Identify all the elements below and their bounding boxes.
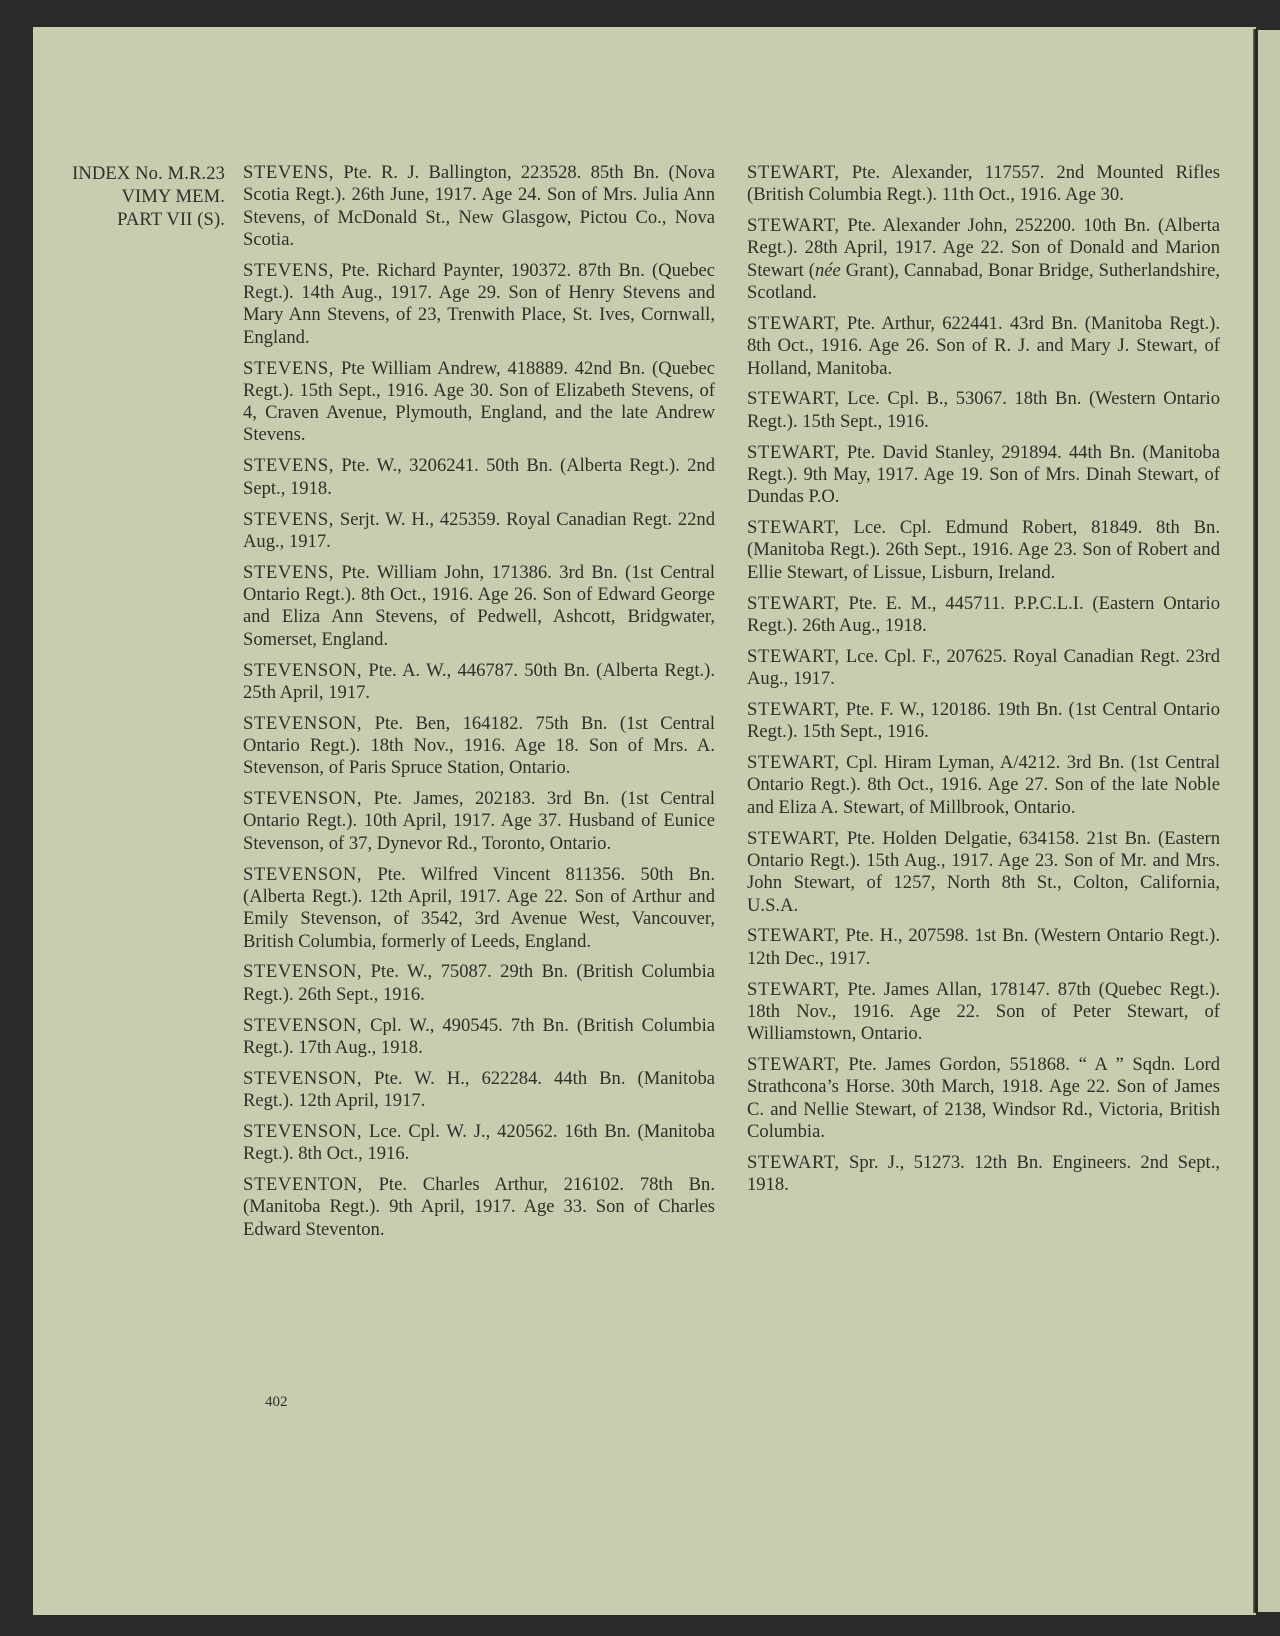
surname: STEWART, [747, 162, 840, 183]
surname: STEWART, [747, 388, 840, 410]
entry-text: Cpl. W., 490545. 7th Bn. (British Columbia Regt.). 17th Aug., 1918. [243, 1014, 715, 1058]
entry-text: Pte. W. H., 622284. 44th Bn. (Manitoba Regt.). 12th April, 1917. [243, 1067, 715, 1112]
entry-text: Pte. David Stanley, 291894. 44th Bn. (Manitoba Regt.). 9th May, 1917. Age 19. Son of Mrs. Dinah Stewart, of Dundas P.O. [747, 441, 1220, 508]
surname: STEVENS, [243, 162, 335, 183]
surname: STEWART, [747, 1054, 840, 1076]
entry [747, 646, 1220, 691]
surname: STEWART, [747, 215, 840, 237]
entry [747, 828, 1220, 917]
entry-text: Pte. James, 202183. 3rd Bn. (1st Central Ontario Regt.). 10th April, 1917. Age 37. Husband of Eunice Stevenson, of 37, Dynevor Rd., Toronto, Ontario. [243, 788, 715, 854]
entry-text-after: Grant), Cannabad, Bonar Bridge, Sutherlandshire, Scotland. [747, 259, 1221, 304]
entry-text: Pte. Wilfred Vincent 811356. 50th Bn. (Alberta Regt.). 12th April, 1917. Age 22. Son of Arthur and Emily Stevenson, of 3542, 3rd Avenue West, Vancouver, British Columbia, formerly of Leeds, England. [243, 863, 715, 952]
index-label [33, 162, 225, 231]
part-label: PART VII (S). [117, 209, 225, 230]
entry-text: Pte. F. W., 120186. 19th Bn. (1st Central Ontario Regt.). 15th Sept., 1916. [747, 698, 1220, 743]
surname: STEVENSON, [243, 1014, 363, 1036]
entry [747, 162, 1220, 207]
page-number: 402 [265, 1394, 288, 1410]
entry-text: Pte. Holden Delgatie, 634158. 21st Bn. (Eastern Ontario Regt.). 15th Aug., 1917. Age 23. Son of Mr. and Mrs. John Stewart, of 1257, North 8th St., Colton, California, U.S.A. [747, 827, 1220, 916]
entry [747, 752, 1220, 819]
surname: STEWART, [747, 312, 840, 334]
entry [747, 979, 1220, 1046]
surname: STEVENS, [243, 357, 335, 379]
entry-text: Serjt. W. H., 425359. Royal Canadian Regt. 22nd Aug., 1917. [243, 508, 716, 552]
entry-text: Lce. Cpl. W. J., 420562. 16th Bn. (Manitoba Regt.). 8th Oct., 1916. [243, 1121, 715, 1165]
entry [747, 215, 1220, 304]
right-column [747, 162, 1220, 1205]
entry-text: Pte. Arthur, 622441. 43rd Bn. (Manitoba Regt.). 8th Oct., 1916. Age 26. Son of R. J. and Mary J. Stewart, of Holland, Manitoba. [747, 312, 1220, 379]
entry-text: Pte. H., 207598. 1st Bn. (Western Ontario Regt.). 12th Dec., 1917. [747, 925, 1221, 969]
entry-text: Pte. James Allan, 178147. 87th (Quebec Regt.). 18th Nov., 1916. Age 22. Son of Peter Stewart, of Williamstown, Ontario. [747, 978, 1220, 1045]
surname: STEWART, [747, 752, 840, 774]
entry [747, 442, 1220, 509]
entry-text: Pte. Richard Paynter, 190372. 87th Bn. (Quebec Regt.). 14th Aug., 1917. Age 29. Son of Henry Stevens and Mary Ann Stevens, of 23, Trenwith Place, St. Ives, Cornwall, England. [243, 259, 715, 348]
entry [243, 660, 715, 705]
entry-text: Pte. E. M., 445711. P.P.C.L.I. (Eastern Ontario Regt.). 26th Aug., 1918. [747, 592, 1220, 636]
entry-text: Pte. W., 3206241. 50th Bn. (Alberta Regt.). 2nd Sept., 1918. [243, 455, 716, 499]
surname: STEWART, [747, 645, 840, 667]
italic-nee: née [815, 259, 841, 281]
index-number: INDEX No. M.R.23 [72, 163, 225, 184]
entry-text: Cpl. Hiram Lyman, A/4212. 3rd Bn. (1st Central Ontario Regt.). 8th Oct., 1916. Age 27. Son of the late Noble and Eliza A. Stewart, of Millbrook, Ontario. [747, 752, 1220, 818]
entry-text: Pte. Alexander John, 252200. 10th Bn. (Alberta Regt.). 28th April, 1917. Age 22. Son of Donald and Marion Stewart ( [747, 215, 1221, 281]
surname: STEVENSON, [243, 863, 363, 885]
entry-text: Pte. William John, 171386. 3rd Bn. (1st Central Ontario Regt.). 8th Oct., 1916. Age 26. Son of Edward George and Eliza Ann Stevens, of Pedwell, Ashcott, Bridgwater, Somerset, England. [243, 561, 715, 650]
surname: STEVENTON, [243, 1174, 363, 1196]
entry [243, 509, 715, 554]
surname: STEVENSON, [243, 712, 363, 734]
entry-text: Pte William Andrew, 418889. 42nd Bn. (Quebec Regt.). 15th Sept., 1916. Age 30. Son of Elizabeth Stevens, of 4, Craven Avenue, Plymouth, England, and the late Andrew Stevens. [243, 357, 715, 446]
entry [747, 925, 1220, 970]
entry-text: Pte. Ben, 164182. 75th Bn. (1st Central Ontario Regt.). 18th Nov., 1916. Age 18. Son of Mrs. A. Stevenson, of Paris Spruce Station, Ontario. [243, 712, 715, 779]
surname: STEWART, [747, 698, 840, 720]
entry-text: Spr. J., 51273. 12th Bn. Engineers. 2nd Sept., 1918. [747, 1151, 1220, 1196]
surname: STEVENS, [243, 561, 335, 583]
entry [243, 1174, 715, 1241]
entry [747, 593, 1220, 638]
entry [243, 864, 715, 953]
surname: STEVENS, [243, 259, 335, 281]
surname: STEVENS, [243, 508, 335, 530]
entry [243, 961, 715, 1006]
left-column [243, 162, 715, 1250]
memorial-name: VIMY MEM. [121, 186, 225, 207]
entry-text: Pte. Charles Arthur, 216102. 78th Bn. (Manitoba Regt.). 9th April, 1917. Age 33. Son of Charles Edward Steventon. [243, 1174, 716, 1240]
entry [747, 1054, 1220, 1143]
entry [747, 699, 1220, 744]
entry [243, 1015, 715, 1060]
entry [243, 162, 715, 251]
surname: STEWART, [747, 592, 840, 614]
surname: STEWART, [747, 1151, 840, 1173]
surname: STEVENSON, [243, 659, 363, 681]
entry [747, 313, 1220, 380]
entry [747, 1152, 1220, 1197]
entry-text: Pte. W., 75087. 29th Bn. (British Columbia Regt.). 26th Sept., 1916. [243, 961, 716, 1005]
surname: STEVENS, [243, 455, 335, 477]
surname: STEVENSON, [243, 788, 363, 810]
entry [243, 713, 715, 780]
entry-text: Pte. R. J. Ballington, 223528. 85th Bn. (Nova Scotia Regt.). 26th June, 1917. Age 24. Son of Mrs. Julia Ann Stevens, of McDonald St., New Glasgow, Pictou Co., Nova Scotia. [243, 162, 715, 250]
adjacent-page-edge [1258, 30, 1280, 1612]
entry [243, 358, 715, 447]
entry-text: Lce. Cpl. Edmund Robert, 81849. 8th Bn. (Manitoba Regt.). 26th Sept., 1916. Age 23. Son of Robert and Ellie Stewart, of Lissue, Lisburn, Ireland. [747, 517, 1220, 583]
surname: STEVENSON, [243, 1067, 363, 1089]
entry-text: Pte. Alexander, 117557. 2nd Mounted Rifles (British Columbia Regt.). 11th Oct., 1916. Age 30. [747, 162, 1220, 206]
surname: STEVENSON, [243, 1121, 363, 1142]
surname: STEWART, [747, 925, 840, 947]
entry [243, 1068, 715, 1113]
entry [243, 1121, 715, 1166]
entry-text: Lce. Cpl. B., 53067. 18th Bn. (Western Ontario Regt.). 15th Sept., 1916. [747, 388, 1220, 432]
entry-text: Pte. James Gordon, 551868. “ A ” Sqdn. Lord Strathcona’s Horse. 30th March, 1918. Age 22. Son of James C. and Nellie Stewart, of 2138, Windsor Rd., Victoria, British Columbia. [747, 1054, 1221, 1142]
entry [243, 788, 715, 855]
surname: STEWART, [747, 517, 840, 539]
entry [747, 517, 1220, 584]
surname: STEWART, [747, 978, 840, 1000]
entry [243, 260, 715, 349]
entry [243, 455, 715, 500]
surname: STEWART, [747, 827, 840, 849]
entry [243, 562, 715, 651]
surname: STEVENSON, [243, 961, 363, 983]
entry-text: Lce. Cpl. F., 207625. Royal Canadian Regt. 23rd Aug., 1917. [747, 645, 1220, 690]
surname: STEWART, [747, 441, 840, 463]
entry [747, 388, 1220, 433]
entry-text: Pte. A. W., 446787. 50th Bn. (Alberta Regt.). 25th April, 1917. [243, 659, 715, 703]
